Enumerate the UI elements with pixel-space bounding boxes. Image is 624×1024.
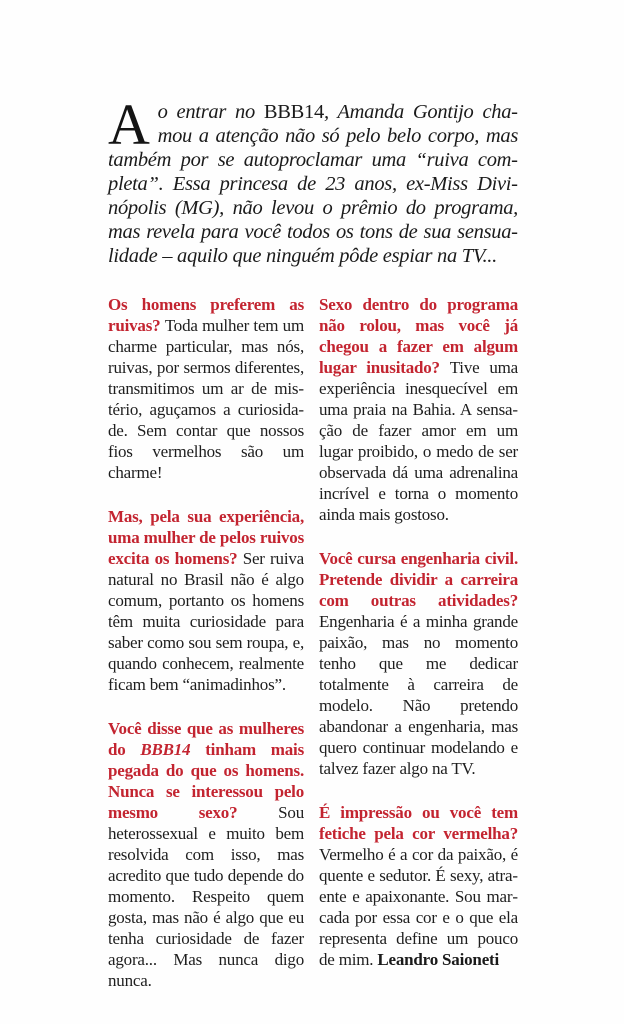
article-content (108, 92, 518, 1014)
question-text-post: tinham mais pegada do que os homens. Nunca se interessou pelo mesmo sexo? (108, 740, 304, 822)
question-text: Os homens preferem as ruivas? (108, 295, 304, 335)
question-text (108, 719, 304, 822)
article-columns (108, 294, 518, 1014)
author-signature: Leandro Saioneti (377, 950, 500, 969)
question-text: Mas, pela sua experiência, uma mulher de pelos ruivos excita os homens? (108, 507, 304, 568)
qa-block-unusual-place (319, 294, 518, 525)
qa-block-red-fetish (319, 802, 518, 970)
answer-text: Ser ruiva natural no Brasil não é algo comum, portanto os homens têm muita curiosidade para saber como sou sem roupa, e, quando conhecem, realmente ficam bem “animadinhos”. (108, 549, 304, 694)
intro-show-title: BBB14 (263, 101, 324, 123)
answer-text: Tive uma experiência inesquecível em uma praia na Bahia. A sensação de fazer amor em um lugar proibido, o medo de ser observada dá uma adrenalina incrível e torna o momento ainda mais gostoso. (319, 358, 518, 524)
intro-paragraph (108, 92, 518, 268)
qa-block-red-hair-excites (108, 506, 304, 695)
question-text: Sexo dentro do programa não rolou, mas você já chegou a fazer em algum lugar inusitado? (319, 295, 518, 377)
answer-text: Engenharia é a minha grande paixão, mas no momento tenho que me dedicar totalmente à carreira de modelo. Não pretendo abandonar a engenharia, mas quero continuar modelando e talvez fazer algo na TV. (319, 612, 518, 778)
intro-text-pre: o entrar no (157, 101, 264, 123)
question-text-pre: Você disse que as mulheres do (108, 719, 304, 759)
qa-block-redheads (108, 294, 304, 483)
answer-text: Vermelho é a cor da paixão, é quente e sedutor. É sexy, atraente e apaixonante. Sou marcada por essa cor e o que ela representa define um pouco de mim. (319, 845, 518, 969)
question-text: É impressão ou você tem fetiche pela cor vermelha? (319, 803, 518, 843)
answer-text: Sou heterossexual e muito bem resolvida com isso, mas acredito que tudo depende do momento. Respeito quem gosta, mas não é algo que eu tenha curiosidade de fazer agora... Mas nunca digo nunca. (108, 803, 304, 990)
intro-text-post: , Amanda Gontijo chamou a atenção não só pelo belo corpo, mas também por se autoproclamar uma “ruiva completa”. Essa princesa de 23 anos, ex-Miss Divinópolis (MG), não levou o prêmio do programa, mas revela para você todos os tons de sua sensualidade – aquilo que ninguém pôde espiar na TV... (108, 101, 518, 267)
question-text: Você cursa engenharia civil. Pretende dividir a carreira com outras atividades? (319, 549, 518, 610)
question-show-title: BBB14 (140, 740, 191, 759)
answer-text: Toda mulher tem um charme particular, mas nós, ruivas, por sermos diferentes, transmitimos um ar de mistério, aguçamos a curiosidade. Sem contar que nossos fios vermelhos são um charme! (108, 316, 304, 482)
drop-cap: A (108, 92, 150, 157)
column-right (319, 294, 518, 1014)
qa-block-engineering (319, 548, 518, 779)
qa-block-same-sex (108, 718, 304, 991)
column-left (108, 294, 304, 1014)
